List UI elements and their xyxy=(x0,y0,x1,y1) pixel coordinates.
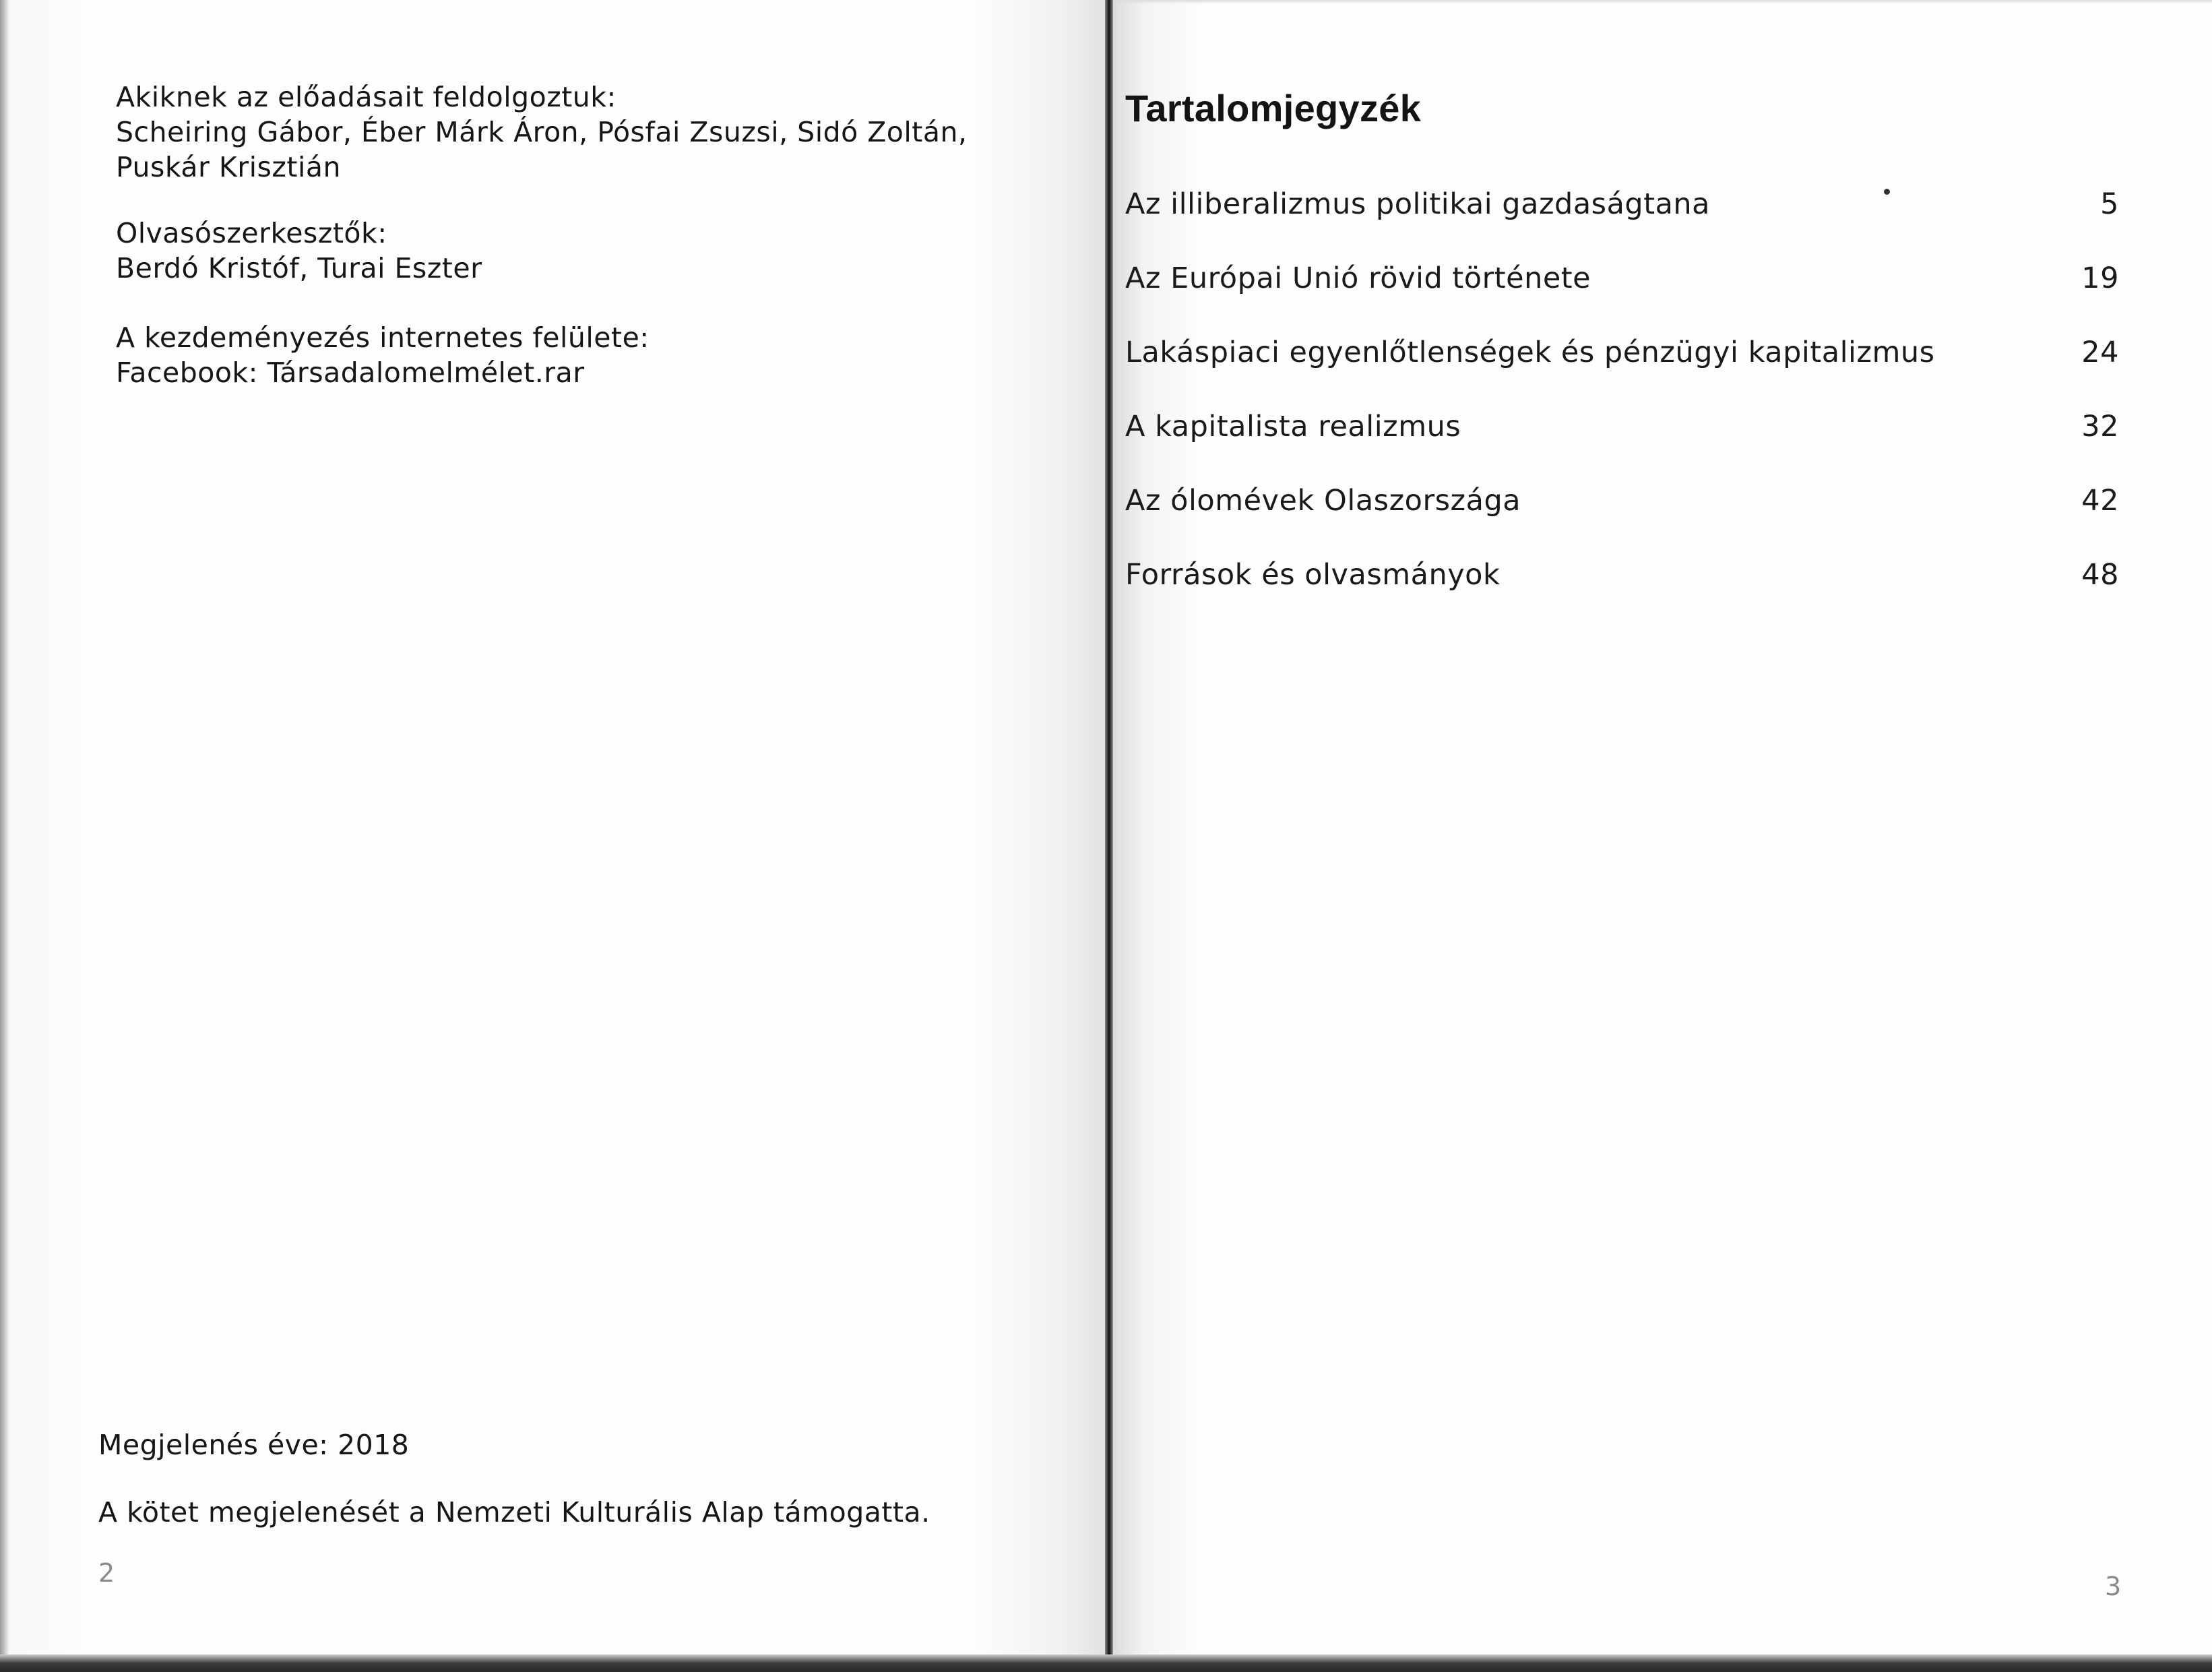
web-label: A kezdeményezés internetes felülete: xyxy=(116,321,650,354)
web-value: Facebook: Társadalomelmélet.rar xyxy=(116,357,585,389)
toc-entry-title: A kapitalista realizmus xyxy=(1125,410,1461,443)
toc-entry xyxy=(1125,261,2119,336)
toc-entry-title: Az illiberalizmus politikai gazdaságtana xyxy=(1125,187,1711,221)
left-page xyxy=(0,0,1105,1658)
authors-label: Akiknek az előadásait feldolgoztuk: xyxy=(116,81,617,113)
toc-entry-page: 24 xyxy=(2081,336,2119,369)
toc-entry-title: Források és olvasmányok xyxy=(1125,558,1500,592)
authors-line-2: Puskár Krisztián xyxy=(116,151,341,183)
book-spine xyxy=(1105,0,1113,1672)
toc-entry xyxy=(1125,484,2119,558)
toc-entry xyxy=(1125,187,2119,261)
editors-label: Olvasószerkesztők: xyxy=(116,217,387,249)
toc-entry xyxy=(1125,558,2119,632)
page-number-left: 2 xyxy=(98,1558,115,1588)
toc-entry-title: Az Európai Unió rövid története xyxy=(1125,261,1591,295)
toc-entry-page: 5 xyxy=(2100,187,2119,221)
page-number-right: 3 xyxy=(2105,1572,2122,1601)
toc-entry-page: 32 xyxy=(2081,410,2119,443)
toc-entry xyxy=(1125,336,2119,410)
toc-entry-title: Az ólomévek Olaszországa xyxy=(1125,484,1521,518)
page-edge-shadow xyxy=(0,0,9,1672)
page-top-shadow xyxy=(1113,0,2212,4)
toc-entry-title: Lakáspiaci egyenlőtlenségek és pénzügyi kapitalizmus xyxy=(1125,336,1935,369)
toc-entry xyxy=(1125,410,2119,484)
authors-block xyxy=(116,80,968,185)
web-block xyxy=(116,320,650,390)
toc-entry-page: 42 xyxy=(2081,484,2119,518)
toc-entry-page: 19 xyxy=(2081,261,2119,295)
publication-year: Megjelenés éve: 2018 xyxy=(98,1429,410,1461)
editors-names: Berdó Kristóf, Turai Eszter xyxy=(116,252,482,284)
table-of-contents xyxy=(1125,187,2119,632)
scanner-bottom-edge xyxy=(0,1654,2212,1672)
authors-line-1: Scheiring Gábor, Éber Márk Áron, Pósfai Zsuzsi, Sidó Zoltán, xyxy=(116,116,968,148)
support-note: A kötet megjelenését a Nemzeti Kulturális Alap támogatta. xyxy=(98,1496,930,1528)
toc-entry-page: 48 xyxy=(2081,558,2119,592)
editors-block xyxy=(116,216,482,286)
toc-title: Tartalomjegyzék xyxy=(1125,87,1422,129)
